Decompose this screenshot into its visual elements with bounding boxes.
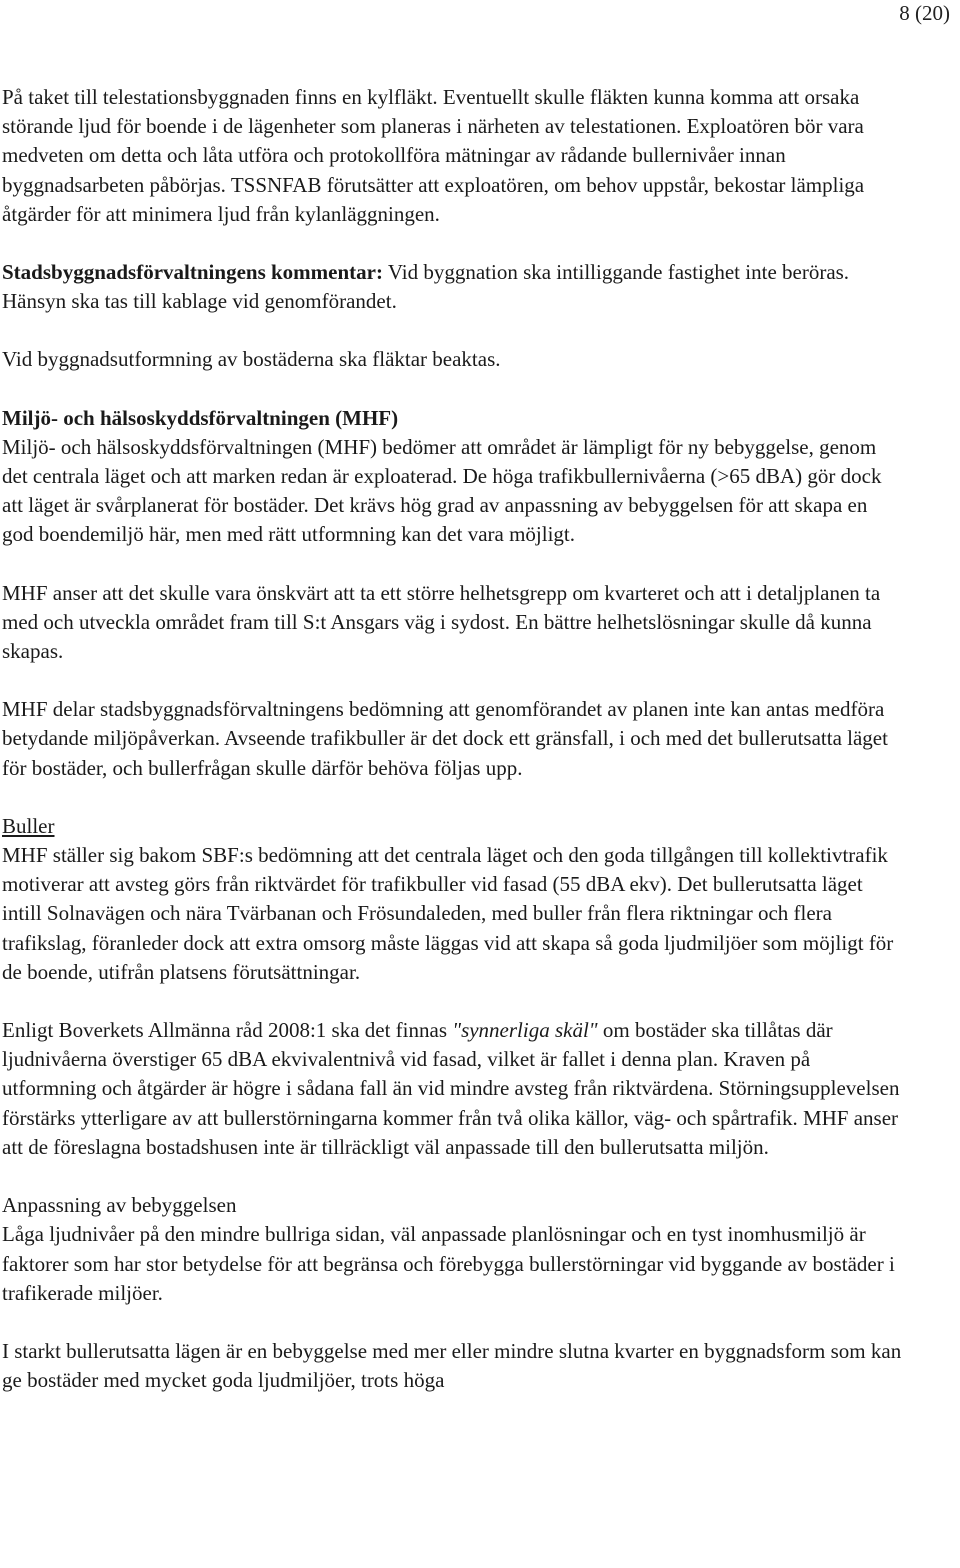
comment-text: Vid byggnation ska intilliggande fastighet inte beröras. Hänsyn ska tas till kablage vid genomförandet. bbox=[2, 260, 850, 314]
section-heading-buller: Buller bbox=[2, 813, 55, 838]
paragraph-text: MHF ställer sig bakom SBF:s bedömning att det centrala läget och den goda tillgången till kollektivtrafik motiverar att avsteg görs från riktvärdet för trafikbuller vid fasad (55 dBA ekv). Det bullerutsatta läget intill Solnavägen och nära Tvärbanan och Frösundaleden, med buller från flera riktningar och flera trafikslag, föranleder dock att extra omsorg måste läggas vid att skapa så goda ljudmiljöer som möjligt för de boende, utifrån platsens förutsättningar. bbox=[2, 843, 894, 984]
paragraph-text: Miljö- och hälsoskyddsförvaltningen (MHF) bedömer att området är lämpligt för ny bebyggelse, genom det centrala läget och att marken redan är exploaterad. De höga trafikbullernivåerna (>65 dBA) gör dock att läget är svårplanerat för bostäder. Det krävs hög grad av anpassning av bebyggelsen för att skapa en god boendemiljö här, men med rätt utformning kan det vara möjligt. bbox=[2, 434, 882, 547]
section-heading-anpassning: Anpassning av bebyggelsen bbox=[2, 1193, 237, 1218]
page-number: 8 (20) bbox=[899, 1, 950, 25]
comment-label: Stadsbyggnadsförvaltningens kommentar: bbox=[2, 260, 383, 285]
paragraph-mhf-environment: MHF delar stadsbyggnadsförvaltningens bedömning att genomförandet av planen inte kan antas medföra betydande miljöpåverkan. Avseende trafikbuller är det dock ett gränsfall, i och med det bullerutsatta läget för bostäder, och bullerfrågan skulle därför behöva följas upp. bbox=[2, 697, 888, 780]
paragraph-sbf-comment bbox=[2, 258, 902, 316]
paragraph-text: om bostäder ska tillåtas där ljudnivåerna överstiger 65 dBA ekvivalentnivå vid fasad, vilket är fallet i denna plan. Kraven på utformning och åtgärder är högre i sådana fall än vid mindre avsteg från riktvärdena. Störningsupplevelsen förstärks ytterligare av att bullerstörningarna kommer från två olika källor, väg- och spårtrafik. MHF anser att de föreslagna bostadshusen inte är tillräckligt väl anpassade till den bullerutsatta miljön. bbox=[2, 1018, 900, 1159]
paragraph-text: Enligt Boverkets Allmänna råd 2008:1 ska det finnas bbox=[2, 1018, 453, 1043]
paragraph-closed-blocks: I starkt bullerutsatta lägen är en bebyggelse med mer eller mindre slutna kvarter en byggnadsform som kan ge bostäder med mycket goda ljudmiljöer, trots höga bbox=[2, 1338, 902, 1393]
paragraph-fans: Vid byggnadsutformning av bostäderna ska fläktar beaktas. bbox=[2, 347, 501, 372]
section-buller bbox=[2, 812, 902, 987]
paragraph-text: På taket till telestationsbyggnaden finns en kylfläkt. Eventuellt skulle fläkten kunna komma att orsaka störande ljud för boende i de lägenheter som planeras i närheten av telestationen. Exploatören bör vara medveten om detta och låta utföra och protokollföra mätningar av rådande bullernivåer innan byggnadsarbeten påbörjas. bbox=[2, 85, 864, 197]
paragraph-text: Låga ljudnivåer på den mindre bullriga sidan, väl anpassade planlösningar och en tyst inomhusmiljö är faktorer som har stor betydelse för att begränsa och förebygga bullerstörningar vid byggande av bostäder i trafikerade miljöer. bbox=[2, 1222, 895, 1305]
paragraph-boverket bbox=[2, 1016, 902, 1162]
document-body bbox=[2, 83, 902, 1395]
paragraph-mhf-holistic: MHF anser att det skulle vara önskvärt att ta ett större helhetsgrepp om kvarteret och att i detaljplanen ta med och utveckla området fram till S:t Ansgars väg i sydost. En bättre helhetslösningar skulle då kunna skapas. bbox=[2, 580, 881, 664]
section-anpassning bbox=[2, 1191, 902, 1308]
section-heading-mhf: Miljö- och hälsoskyddsförvaltningen (MHF) bbox=[2, 405, 399, 430]
paragraph-text: TSSNFAB förutsätter att exploatören, om behov uppstår, bekostar lämpliga åtgärder för att minimera ljud från kylanläggningen. bbox=[2, 172, 865, 226]
section-mhf bbox=[2, 404, 902, 550]
quoted-term: "synnerliga skäl" bbox=[452, 1018, 598, 1043]
paragraph-cooling-fan bbox=[2, 83, 902, 229]
